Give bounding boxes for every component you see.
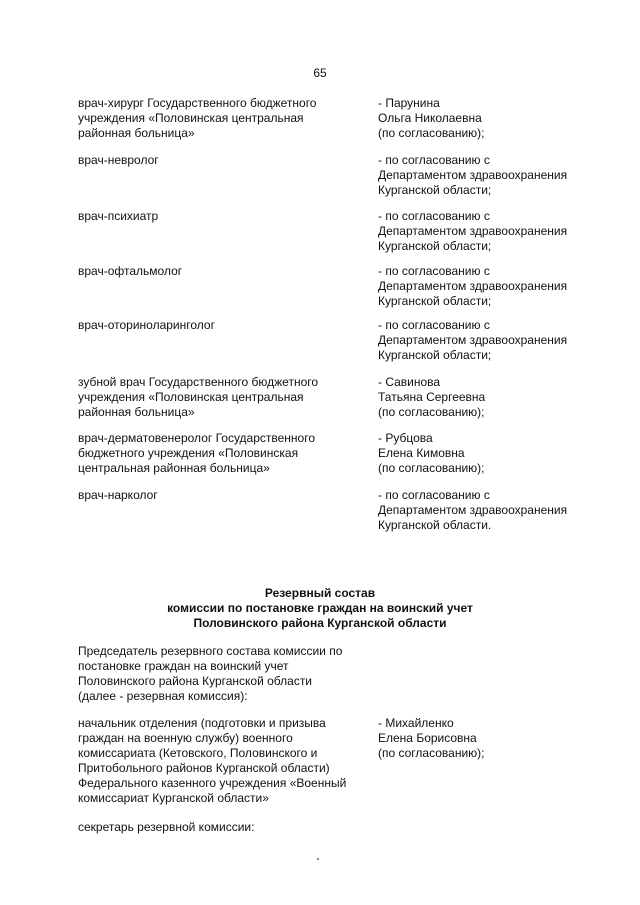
member-person: - по согласованию с Департаментом здравоохранения Курганской области. (378, 488, 568, 532)
member-person: - по согласованию с Департаментом здравоохранения Курганской области; (378, 264, 568, 308)
page-number: 65 (313, 66, 327, 80)
reserve-secretary-label: секретарь резервной комиссии: (78, 820, 255, 834)
member-role: врач-нарколог (78, 488, 158, 502)
reserve-chair-role: начальник отделения (подготовки и призыва граждан на военную службу) военного комиссариата (Кетовского, Половинского и Притобольного районов Курганской области) Федерального казенного учреждения «Военный комиссариат Курганской области» (78, 716, 347, 805)
member-person: - по согласованию с Департаментом здравоохранения Курганской области; (378, 153, 568, 197)
member-person: - Парунина Ольга Николаевна (по согласованию); (378, 96, 485, 140)
member-person: - по согласованию с Департаментом здравоохранения Курганской области; (378, 318, 568, 362)
member-person: - по согласованию с Департаментом здравоохранения Курганской области; (378, 209, 568, 253)
member-person: - Рубцова Елена Кимовна (по согласованию); (378, 431, 485, 475)
reserve-chair-person: - Михайленко Елена Борисовна (по согласованию); (378, 716, 485, 760)
reserve-chair-intro: Председатель резервного состава комиссии по постановке граждан на воинский учет Половинского района Курганской области (далее - резервная комиссия): (78, 644, 343, 703)
member-role: врач-психиатр (78, 209, 159, 223)
member-role: врач-оториноларинголог (78, 318, 215, 332)
member-role: врач-хирург Государственного бюджетного учреждения «Половинская центральная районная больница» (78, 96, 317, 140)
member-role: зубной врач Государственного бюджетного учреждения «Половинская центральная районная больница» (78, 375, 319, 419)
reserve-heading: Резервный состав комиссии по постановке граждан на воинский учет Половинского района Курганской области (167, 586, 473, 630)
member-role: врач-офтальмолог (78, 264, 183, 278)
member-role: врач-невролог (78, 153, 159, 167)
member-role: врач-дерматовенеролог Государственного бюджетного учреждения «Половинская центральная районная больница» (78, 431, 316, 475)
member-person: - Савинова Татьяна Сергеевна (по согласованию); (378, 375, 486, 419)
scan-speck (317, 858, 319, 860)
